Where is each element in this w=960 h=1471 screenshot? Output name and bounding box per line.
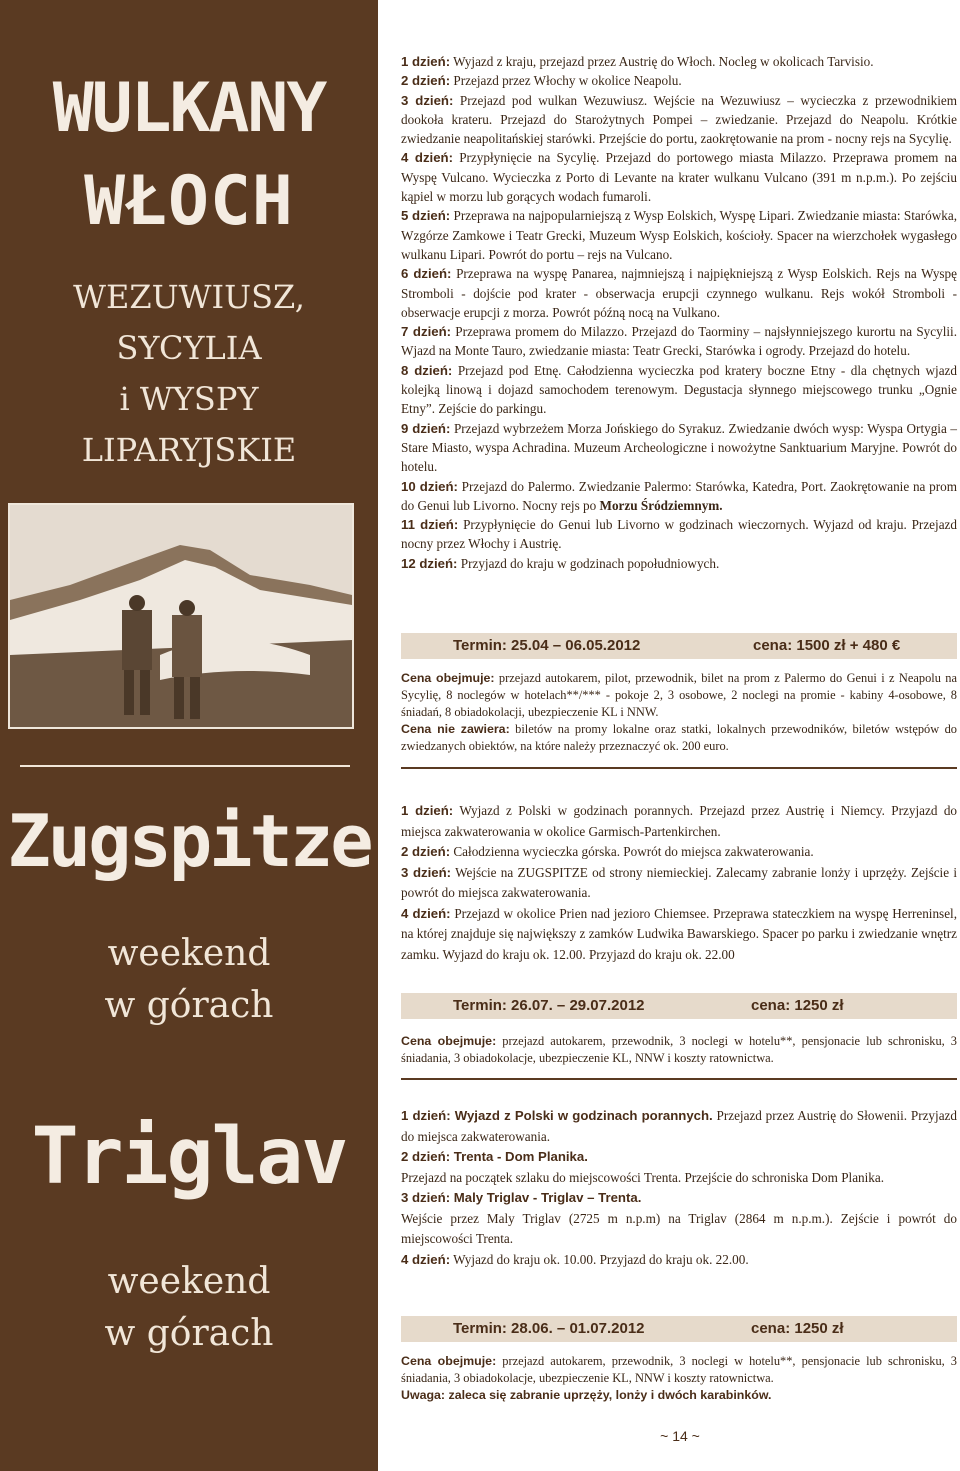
itinerary-day: 1 dzień: Wyjazd z Polski w godzinach porannych. Przejazd przez Austrię i Niemcy. Przyjazd do miejsca zakwaterowania w okolice Garmisch-Partenkirchen. [401,803,958,839]
price-text: cena: 1500 zł + 480 € [753,637,901,654]
zugspitze-price-details [401,1033,957,1067]
term-text: Termin: 28.06. – 01.07.2012 [453,1320,645,1337]
itinerary-day: 4 dzień: Przypłynięcie na Sycylię. Przejazd do portowego miasta Milazzo. Przeprawa promem na Wyspę Vulcano. Wycieczka z Porto di Levante na krater wulkanu Vulcano (391 m n.p.m.). Po zejściu kąpiel w morzu lub gorących wodach fumaroli. [401,150,957,205]
sidebar [0,0,378,1471]
section-divider [401,1078,957,1080]
itinerary-day: 4 dzień: Przejazd w okolice Prien nad jezioro Chiemsee. Przeprawa stateczkiem na wyspę Herreninsel, na której znajduje się największy z zamków Ludwika Bawarskiego. Spacer po parku i zwiedzanie wnętrz zamku. Wyjazd do kraju ok. 12.00. Przyjazd do kraju ok. 22.00 [401,905,958,962]
itinerary-day: 4 dzień: Wyjazd do kraju ok. 10.00. Przyjazd do kraju ok. 22.00. [401,1251,749,1267]
itinerary-day: 12 dzień: Przyjazd do kraju w godzinach popołudniowych. [401,555,720,571]
italy-title-2: WŁOCH [84,162,294,241]
italy-term-bar [401,633,957,659]
etna-photo-image [10,505,352,727]
italy-subtitle-line: i WYSPY [119,380,259,418]
triglav-subtitle-line: w górach [104,1313,274,1354]
italy-title-1: WULKANY [52,69,326,148]
italy-subtitle [0,272,378,476]
price-includes: Cena obejmuje: przejazd autokarem, przewodnik, 3 noclegi w hotelu**, pensjonacie lub schronisku, 3 śniadania, 3 obiadokolacje, ubezpieczenie KL, NNW i koszty ratownictwa. [401,1034,958,1065]
itinerary-day: 3 dzień: Maly Triglav - Triglav – Trenta. [401,1190,642,1205]
itinerary-day: 2 dzień: Przejazd przez Włochy w okolice Neapolu. [401,73,682,89]
zugspitze-subtitle [0,928,378,1032]
triglav-itinerary [401,1106,957,1270]
itinerary-day: 11 dzień: Przypłynięcie do Genui lub Livorno w godzinach wieczornych. Wyjazd od kraju. Przejazd nocny przez Włochy i Austrię. [401,517,957,552]
page-number: ~ 14 ~ [660,1428,700,1444]
itinerary-day: 6 dzień: Przeprawa na wyspę Panarea, najmniejszą i najpiękniejszą z Wysp Eolskich. Rejs na Wyspę Stromboli - dojście pod krater - obserwacja erupcji czynnego wulkanu. Rejs wokół Stromboli - obserwacje erupcji z morza. Powrót późną nocą na Vulkano. [401,266,958,320]
itinerary-day: 2 dzień: Całodzienna wycieczka górska. Powrót do miejsca zakwaterowania. [401,844,814,859]
zugspitze-itinerary [401,801,957,965]
term-text: Termin: 25.04 – 06.05.2012 [453,637,641,654]
itinerary-day: Przejazd na początek szlaku do miejscowości Trenta. Przejście do schroniska Dom Planika. [401,1169,885,1185]
italy-subtitle-line: WEZUWIUSZ, [73,278,305,316]
itinerary-day: 7 dzień: Przeprawa promem do Milazzo. Przejazd do Taorminy – najsłynniejszego kurortu na Sycylii. Wjazd na Monte Tauro, zwiedzanie miasta: Teatr Grecki, Starówka i ogrody. Przejazd do hotelu. [401,324,957,359]
italy-subtitle-line: SYCYLIA [116,329,262,367]
term-text: Termin: 26.07. – 29.07.2012 [453,997,645,1014]
itinerary-day: 3 dzień: Wejście na ZUGSPITZE od strony niemieckiej. Zalecamy zabranie lonży i uprzęży. Zejście i powrót do miejsca zakwaterowania. [401,864,958,900]
price-text: cena: 1250 zł [751,997,844,1014]
itinerary-day: 1 dzień: Wyjazd z Polski w godzinach porannych. Przejazd przez Austrię do Słowenii. Przyjazd do miejsca zakwaterowania. [401,1108,957,1144]
price-text: cena: 1250 zł [751,1320,844,1337]
price-excludes: Cena nie zawiera: biletów na promy lokalne oraz statki, lokalnych przewodników, biletów wstępów do zwiedzanych obiektów, na które należy przeznaczyć ok. 200 euro. [401,722,958,753]
itinerary-day: 1 dzień: Wyjazd z kraju, przejazd przez Austrię do Włoch. Nocleg w okolicach Tarvisio. [401,54,874,69]
etna-photo [8,503,354,729]
itinerary-day: 10 dzień: Przejazd do Palermo. Zwiedzanie Palermo: Starówka, Katedra, Port. Zaokrętowanie na prom do Genui lub Livorno. Nocny rejs po Morzu Śródziemnym. [401,478,957,513]
triglav-title: Triglav [31,1112,347,1202]
section-divider [401,767,957,769]
itinerary-day: 8 dzień: Przejazd pod Etnę. Całodzienna wycieczka pod kratery boczne Etny - dla chętnych wjazd kolejką linową i dojazd samochodem terenowym. Degustacja słynnego miejscowego trunku „Ognie Etny”. Zejście do parkingu. [401,362,958,417]
itinerary-day: 9 dzień: Przejazd wybrzeżem Morza Jońskiego do Syrakuz. Zwiedzanie dwóch wysp: Wyspa Ortygia – Stare Miasto, wyspa Achradina. Muzeum Archeologiczne i nowożytne Sanktuarium Maryjne. Powrót do hotelu. [401,420,957,475]
zugspitze-subtitle-line: weekend [107,933,271,974]
italy-itinerary [401,52,957,573]
zugspitze-title: Zugspitze [7,799,371,883]
warning-note: Uwaga: zaleca się zabranie uprzęży, lonży i dwóch karabinków. [401,1388,772,1402]
itinerary-day: 5 dzień: Przeprawa na najpopularniejszą z Wysp Eolskich, Wyspę Lipari. Zwiedzanie miasta: Starówka, Wzgórze Zamkowe i Teatr Grecki, Muzeum Wysp Eolskich, kościoły. Spacer na wierzchołek wygasłego wulkanu Lipari. Powrót do portu – rejs na Vulcano. [401,208,957,262]
itinerary-day: 3 dzień: Przejazd pod wulkan Wezuwiusz. Wejście na Wezuwiusz – wycieczka z przewodnikiem dookoła krateru. Przejazd do Starożytnych Pompei – zwiedzanie. Przejazd do Neapolu. Krótkie zwiedzanie neapolitańskiej starówki. Przejście do portu, zaokrętowanie na prom - nocny rejs na Sycylię. [401,92,958,147]
itinerary-day: 2 dzień: Trenta - Dom Planika. [401,1149,588,1164]
price-includes: Cena obejmuje: przejazd autokarem, pilot, przewodnik, bilet na prom z Palermo do Genui i z Neapolu na Sycylię, 8 noclegów w hotelach**/*** - pokoje 2, 3 osobowe, 2 noclegi na promie - kabiny 4-osobowe, 8 śniadań, 8 obiadokolacji, ubezpieczenie KL i NNW. [401,671,957,719]
triglav-term-bar [401,1316,957,1342]
triglav-subtitle [0,1256,378,1360]
italy-subtitle-line: LIPARYJSKIE [81,431,297,469]
triglav-subtitle-line: weekend [107,1261,271,1302]
triglav-price-details [401,1353,957,1404]
zugspitze-term-bar [401,993,957,1019]
price-includes: Cena obejmuje: przejazd autokarem, przewodnik, 3 noclegi w hotelu**, pensjonacie lub schronisku, 3 śniadania, 3 obiadokolacje, ubezpieczenie KL, NNW i koszty ratownictwa. [401,1354,958,1385]
itinerary-day: Wejście przez Maly Triglav (2725 m n.p.m) na Triglav (2864 m n.p.m.). Zejście i powrót do miejscowości Trenta. [401,1210,957,1246]
italy-price-details [401,670,957,755]
sidebar-divider [20,765,350,767]
zugspitze-subtitle-line: w górach [104,985,274,1026]
